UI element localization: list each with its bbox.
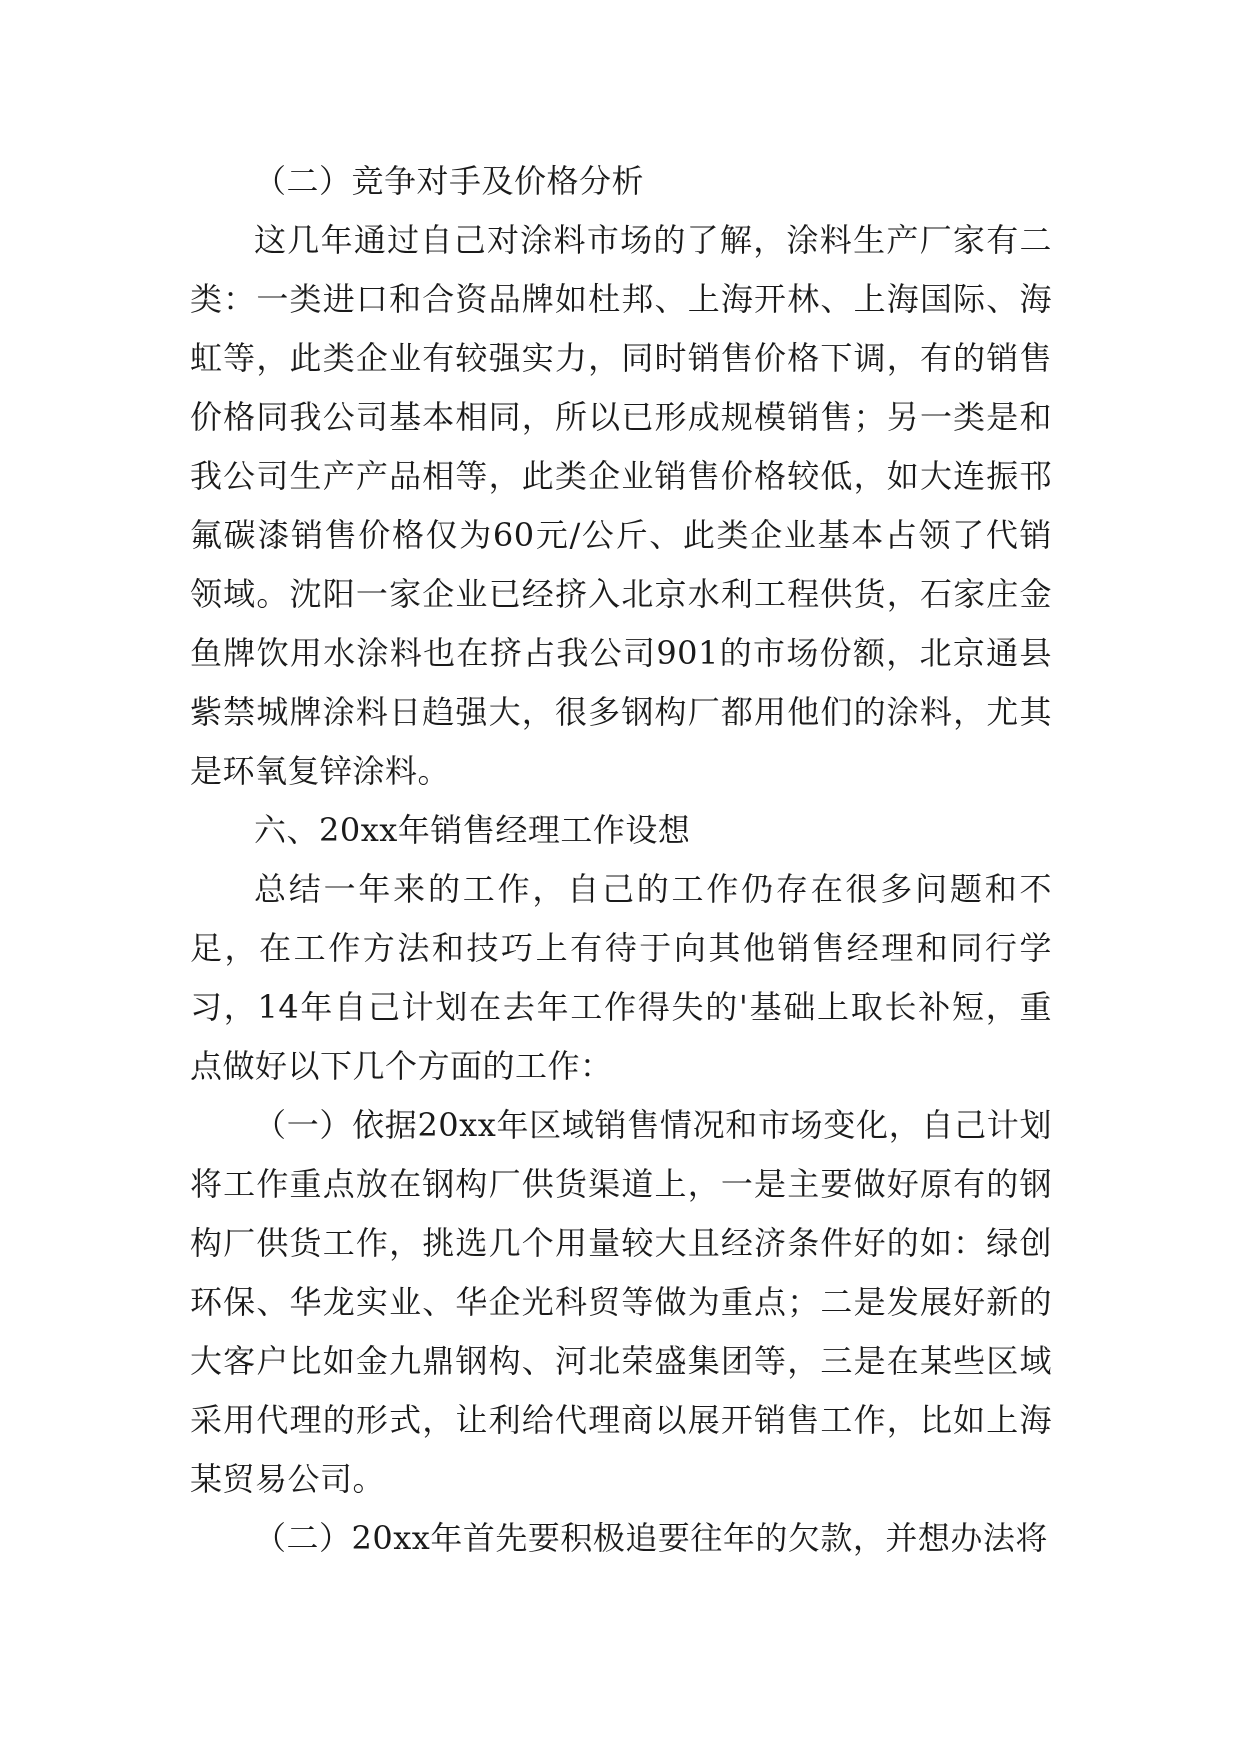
section-heading-work-plan: 六、20xx年销售经理工作设想 (254, 811, 691, 849)
paragraph-market-analysis: 这几年通过自己对涂料市场的了解，涂料生产厂家有二类：一类进口和合资品牌如杜邦、上海开林、上海国际、海虹等，此类企业有较强实力，同时销售价格下调，有的销售价格同我公司基本相同，所以已形成规模销售；另一类是和我公司生产产品相等，此类企业销售价格较低，如大连振邗氟碳漆销售价格仅为60元/公斤、此类企业基本占领了代销领域。沈阳一家企业已经挤入北京水利工程供货，石家庄金鱼牌饮用水涂料也在挤占我公司901的市场份额，北京通县紫禁城牌涂料日趋强大，很多钢构厂都用他们的涂料，尤其是环氧复锌涂料。 (190, 221, 1052, 790)
document-body (190, 152, 1052, 1568)
paragraph-plan-item-1: （一）依据20xx年区域销售情况和市场变化，自己计划将工作重点放在钢构厂供货渠道上，一是主要做好原有的钢构厂供货工作，挑选几个用量较大且经济条件好的如：绿创环保、华龙实业、华企光科贸等做为重点；二是发展好新的大客户比如金九鼎钢构、河北荣盛集团等，三是在某些区域采用代理的形式，让利给代理商以展开销售工作，比如上海某贸易公司。 (190, 1106, 1052, 1498)
paragraph-plan-item-2: （二）20xx年首先要积极追要往年的欠款，并想办法将 (254, 1519, 1048, 1557)
paragraph-year-summary: 总结一年来的工作，自己的工作仍存在很多问题和不足，在工作方法和技巧上有待于向其他销售经理和同行学习，14年自己计划在去年工作得失的'基础上取长补短，重点做好以下几个方面的工作： (190, 870, 1052, 1085)
section-heading-competitors: （二）竞争对手及价格分析 (254, 162, 645, 200)
